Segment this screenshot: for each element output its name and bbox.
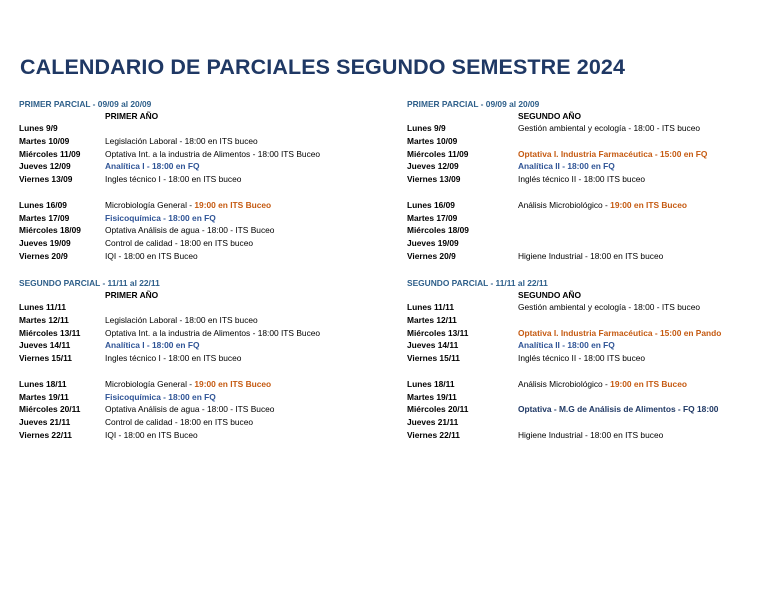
row-exam (518, 429, 663, 441)
row-day: Miércoles 18/09 (19, 225, 81, 236)
schedule-row (407, 429, 767, 441)
schedule-row (407, 327, 767, 339)
schedule-row (407, 352, 767, 364)
schedule-row (19, 148, 379, 160)
row-day: Jueves 14/11 (19, 340, 71, 351)
schedule-row (19, 365, 379, 377)
schedule-row (407, 148, 767, 160)
exam-highlight: 19:00 en ITS Buceo (610, 199, 687, 210)
row-day: Martes 17/09 (19, 212, 70, 223)
schedule-row (407, 339, 767, 351)
row-exam (518, 173, 645, 185)
row-exam (518, 327, 721, 339)
row-day: Lunes 18/11 (407, 378, 455, 389)
schedule-row (19, 122, 379, 134)
schedule-row (407, 378, 767, 390)
row-exam (105, 212, 216, 224)
row-day: Jueves 21/11 (19, 417, 71, 428)
exam-highlight: Fisicoquímica - 18:00 en FQ (105, 391, 216, 402)
exam-text: Optativa Int. a la industria de Alimentos - 18:00 ITS Buceo (105, 327, 321, 338)
exam-highlight: Analítica II - 18:00 en FQ (518, 161, 615, 172)
row-exam (105, 160, 199, 172)
row-day: Martes 10/09 (407, 135, 458, 146)
schedule-row (407, 186, 767, 198)
row-exam (518, 199, 687, 211)
row-exam (105, 391, 216, 403)
exam-text: Optativa Análisis de agua - 18:00 - ITS Buceo (105, 225, 275, 236)
schedule-row (407, 250, 767, 262)
schedule-row (407, 365, 767, 377)
schedule-row (407, 301, 767, 313)
row-exam (518, 160, 615, 172)
schedule-row (19, 237, 379, 249)
exam-text: Análisis Microbiológico - (518, 199, 611, 210)
row-exam (105, 314, 258, 326)
schedule-row (19, 327, 379, 339)
row-exam (105, 429, 198, 441)
row-day: Martes 12/11 (407, 314, 457, 325)
schedule-row (19, 212, 379, 224)
schedule-row (407, 122, 767, 134)
row-day: Lunes 16/09 (19, 199, 67, 210)
exam-highlight: Analítica I - 18:00 en FQ (105, 161, 200, 172)
row-day: Viernes 22/11 (19, 430, 72, 440)
period-header: PRIMER PARCIAL - 09/09 al 20/09 (19, 99, 152, 109)
exam-text: IQI - 18:00 en ITS Buceo (105, 430, 198, 440)
exam-text: Control de calidad - 18:00 en ITS buceo (105, 417, 254, 428)
schedule-row (19, 429, 379, 441)
row-day: Viernes 15/11 (19, 353, 72, 364)
exam-text: Higiene Industrial - 18:00 en ITS buceo (518, 251, 664, 261)
schedule-row (407, 199, 767, 211)
row-exam (105, 173, 241, 185)
row-exam (105, 327, 320, 339)
exam-text: Legislación Laboral - 18:00 en ITS buceo (105, 135, 258, 146)
row-day: Jueves 14/11 (407, 340, 459, 351)
schedule-row (19, 339, 379, 351)
schedule-row (407, 173, 767, 185)
exam-highlight: 19:00 en ITS Buceo (610, 378, 687, 389)
schedule-row (407, 314, 767, 326)
row-day: Viernes 20/9 (407, 251, 456, 261)
schedule-row (19, 199, 379, 211)
row-exam (105, 416, 253, 428)
row-day: Jueves 19/09 (19, 238, 71, 249)
period-header: SEGUNDO PARCIAL - 11/11 al 22/11 (19, 278, 160, 288)
exam-text: Gestión ambiental y ecología - 18:00 - ITS buceo (518, 123, 701, 133)
row-exam (518, 339, 615, 351)
row-exam (105, 135, 258, 147)
row-exam (105, 224, 274, 236)
exam-text: Control de calidad - 18:00 en ITS buceo (105, 238, 254, 249)
row-day: Jueves 19/09 (407, 238, 459, 249)
exam-highlight: Optativa I. Industria Farmacéutica - 15:00 en Pando (518, 327, 722, 338)
exam-highlight: Analítica II - 18:00 en FQ (518, 340, 615, 351)
exam-text: Ingles técnico I - 18:00 en ITS buceo (105, 174, 242, 185)
exam-text: Análisis Microbiológico - (518, 378, 611, 389)
row-day: Lunes 16/09 (407, 199, 455, 210)
schedule-row (19, 186, 379, 198)
row-day: Lunes 9/9 (407, 123, 446, 133)
year-header: PRIMER AÑO (105, 290, 159, 300)
exam-highlight: Optativa I. Industria Farmacéutica - 15:00 en FQ (518, 148, 708, 159)
exam-highlight: 19:00 en ITS Buceo (194, 378, 272, 389)
schedule-row (19, 224, 379, 236)
row-day: Lunes 18/11 (19, 378, 67, 389)
page-title: CALENDARIO DE PARCIALES SEGUNDO SEMESTRE 2024 (20, 55, 626, 79)
exam-text: IQI - 18:00 en ITS Buceo (105, 251, 198, 261)
row-exam (105, 378, 271, 390)
period-header: SEGUNDO PARCIAL - 11/11 al 22/11 (407, 278, 548, 288)
schedule-row (19, 160, 379, 172)
row-day: Miércoles 13/11 (19, 327, 81, 338)
row-day: Viernes 22/11 (407, 430, 460, 440)
exam-highlight: 19:00 en ITS Buceo (194, 199, 272, 210)
row-day: Lunes 9/9 (19, 123, 58, 133)
row-day: Lunes 11/11 (19, 302, 67, 312)
row-exam (105, 339, 199, 351)
schedule-row (19, 250, 379, 262)
exam-text: Inglés técnico II - 18:00 ITS buceo (518, 353, 646, 364)
row-day: Jueves 21/11 (407, 417, 459, 428)
exam-text: Ingles técnico I - 18:00 en ITS buceo (105, 353, 242, 364)
row-exam (518, 250, 663, 262)
schedule-row (407, 224, 767, 236)
row-exam (518, 403, 718, 415)
year-header: PRIMER AÑO (105, 111, 159, 121)
exam-text: Optativa Int. a la industria de Alimentos - 18:00 ITS Buceo (105, 148, 321, 159)
row-exam (518, 148, 707, 160)
row-day: Viernes 13/09 (407, 174, 461, 185)
schedule-row (19, 403, 379, 415)
exam-text: Optativa Análisis de agua - 18:00 - ITS Buceo (105, 404, 275, 415)
schedule-row (407, 237, 767, 249)
schedule-row (407, 135, 767, 147)
schedule-row (407, 416, 767, 428)
exam-text: Gestión ambiental y ecología - 18:00 - ITS buceo (518, 302, 701, 312)
schedule-row (19, 416, 379, 428)
row-exam (518, 122, 700, 134)
row-day: Miércoles 13/11 (407, 327, 469, 338)
row-exam (518, 378, 687, 390)
schedule-row (407, 391, 767, 403)
exam-text: Inglés técnico II - 18:00 ITS buceo (518, 174, 646, 185)
row-day: Lunes 11/11 (407, 302, 455, 312)
year-header: SEGUNDO AÑO (518, 111, 581, 121)
exam-highlight: Analítica I - 18:00 en FQ (105, 340, 200, 351)
row-exam (105, 148, 320, 160)
row-day: Martes 19/11 (407, 391, 457, 402)
schedule-row (19, 352, 379, 364)
row-day: Jueves 12/09 (19, 161, 71, 172)
row-day: Martes 19/11 (19, 391, 69, 402)
row-day: Viernes 13/09 (19, 174, 73, 185)
row-day: Miércoles 11/09 (19, 148, 81, 159)
schedule-row (19, 314, 379, 326)
row-exam (105, 237, 253, 249)
row-day: Martes 17/09 (407, 212, 458, 223)
row-exam (518, 301, 700, 313)
exam-text: Microbiología General - (105, 199, 195, 210)
row-exam (105, 250, 198, 262)
schedule-row (19, 301, 379, 313)
schedule-row (19, 135, 379, 147)
row-day: Miércoles 20/11 (19, 404, 81, 415)
exam-highlight: Optativa - M.G de Análisis de Alimentos - FQ 18:00 (518, 404, 719, 415)
row-day: Miércoles 20/11 (407, 404, 469, 415)
exam-text: Legislación Laboral - 18:00 en ITS buceo (105, 314, 258, 325)
row-day: Martes 12/11 (19, 314, 69, 325)
row-day: Jueves 12/09 (407, 161, 459, 172)
exam-text: Higiene Industrial - 18:00 en ITS buceo (518, 430, 664, 440)
row-day: Martes 10/09 (19, 135, 70, 146)
row-exam (105, 352, 241, 364)
schedule-row (19, 378, 379, 390)
period-header: PRIMER PARCIAL - 09/09 al 20/09 (407, 99, 540, 109)
schedule-row (407, 160, 767, 172)
exam-highlight: Fisicoquímica - 18:00 en FQ (105, 212, 216, 223)
schedule-row (407, 212, 767, 224)
exam-text: Microbiología General - (105, 378, 195, 389)
row-exam (105, 403, 274, 415)
schedule-row (19, 173, 379, 185)
row-day: Viernes 15/11 (407, 353, 460, 364)
schedule-row (407, 403, 767, 415)
row-day: Miércoles 18/09 (407, 225, 469, 236)
row-exam (518, 352, 645, 364)
row-exam (105, 199, 271, 211)
year-header: SEGUNDO AÑO (518, 290, 581, 300)
schedule-row (19, 391, 379, 403)
row-day: Viernes 20/9 (19, 251, 68, 261)
row-day: Miércoles 11/09 (407, 148, 469, 159)
